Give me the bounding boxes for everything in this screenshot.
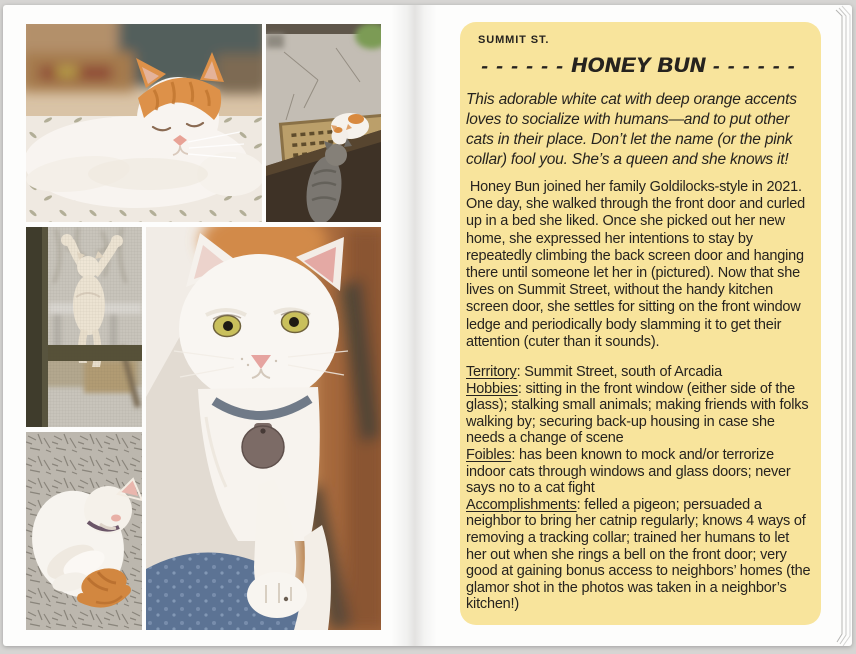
trait-hobbies-term: Hobbies xyxy=(466,380,518,397)
photo-sleeping-cat xyxy=(26,24,262,222)
porch-cats-illustration xyxy=(266,24,381,222)
trait-foibles-term: Foibles xyxy=(466,447,512,463)
book-spread xyxy=(3,5,852,646)
trait-territory-term: Territory xyxy=(466,364,517,381)
trait-accomplishments xyxy=(466,497,811,613)
intro-paragraph: This adorable white cat with deep orange accents loves to socialize with humans—and to put other cats in their place. Don’t let the name (or the pink collar) fool you. She’s a queen and she knows it! xyxy=(466,91,797,168)
trait-territory xyxy=(466,364,811,381)
photo-porch-two-cats xyxy=(266,24,381,222)
sleeping-cat-illustration xyxy=(26,24,262,222)
about-paragraph: Honey Bun joined her family Goldilocks-style in 2021. One day, she walked through the front door and curled up in a bed she liked. Once she picked out her new home, she expressed her intentions to stay by repeatedly climbing the back screen door and hanging there until someone let her in (pictured). Now that she lives on Summit Street, without the handy kitchen screen door, she settles for sitting on the front window ledge and periodically body slamming it to get their attention (cuter than it sounds). xyxy=(466,179,809,350)
cat-profile-card xyxy=(460,22,821,625)
profile-title xyxy=(466,54,811,78)
curled-cat-illustration xyxy=(26,432,142,630)
trait-accomplishments-term: Accomplishments xyxy=(466,496,577,513)
trait-foibles xyxy=(466,447,811,497)
trait-accomplishments-desc: : felled a pigeon; persuaded a neighbor to bring her catnip regularly; knows 4 ways of removing a tracking collar; trained her humans to let her out when she rings a bell on the front door; very good at gaining bonus access to neighbors’ homes (the glamor shot in the photos was taken in a neighbor’s kitchen!) xyxy=(466,496,811,613)
photo-glamor-portrait xyxy=(146,227,381,630)
neighborhood-label: SUMMIT ST. xyxy=(478,34,550,46)
trait-hobbies-desc: : sitting in the front window (either side of the glass); stalking small animals; making friends with folks walking by; securing back-up housing in case she needs a change of scene xyxy=(466,380,809,447)
book-gutter-shadow xyxy=(391,5,437,646)
photo-curled-grooming-cat xyxy=(26,432,142,630)
title-dashes-left: - - - - - - xyxy=(481,56,565,76)
traits-list xyxy=(466,364,811,613)
photo-screen-door-climb xyxy=(26,227,142,427)
trait-territory-desc: : Summit Street, south of Arcadia xyxy=(516,364,722,381)
cat-name: HONEY BUN xyxy=(571,54,706,77)
title-dashes-right: - - - - - - xyxy=(712,56,796,76)
glamor-cat-illustration xyxy=(146,227,381,630)
screen-door-cat-illustration xyxy=(26,227,142,427)
trait-hobbies xyxy=(466,381,811,447)
trait-foibles-desc: : has been known to mock and/or terrorize indoor cats through windows and glass doors; never says no to a cat fight xyxy=(466,447,791,497)
